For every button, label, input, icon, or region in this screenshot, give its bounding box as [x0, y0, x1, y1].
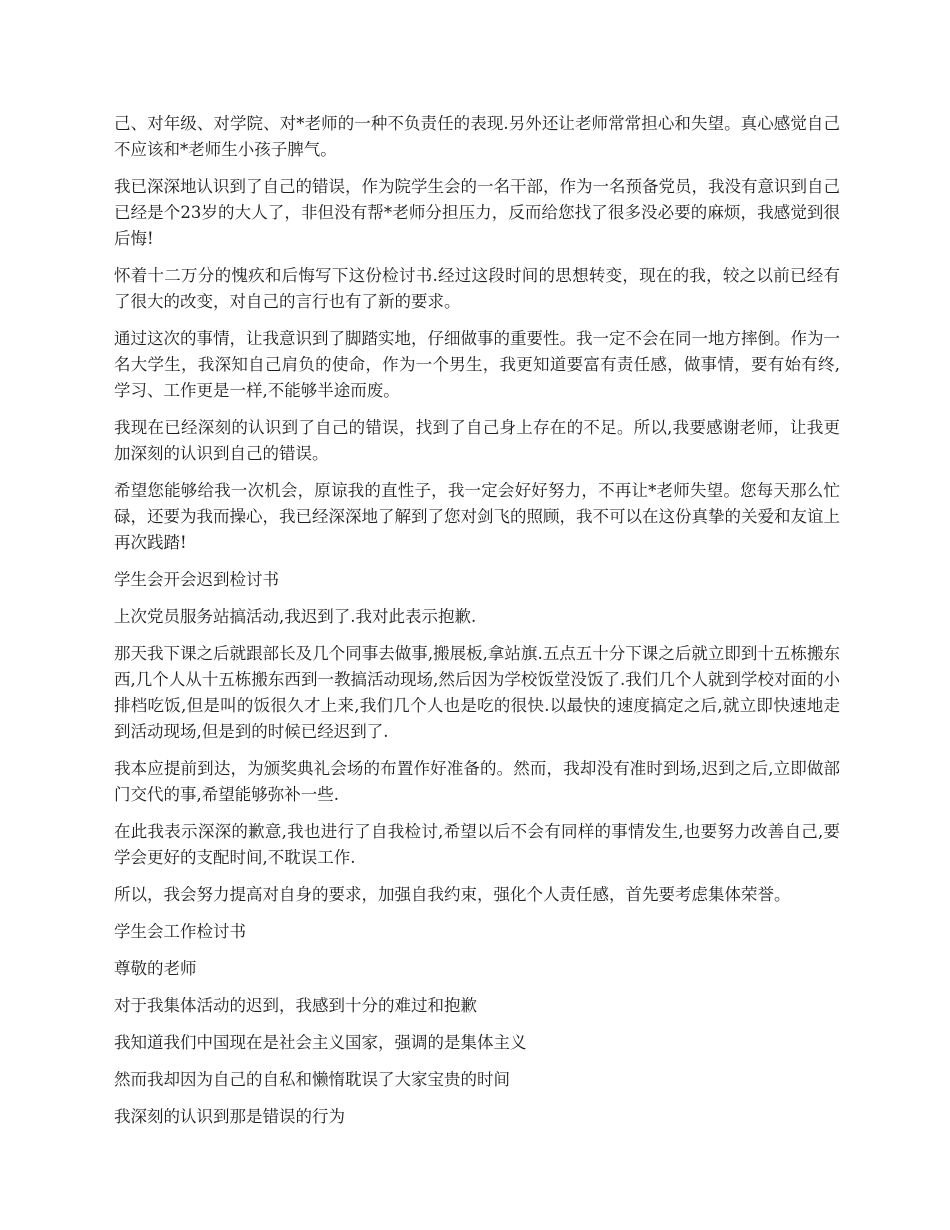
paragraph-12: 对于我集体活动的迟到，我感到十分的难过和抱歉: [114, 996, 477, 1015]
paragraph-8: 那天我下课之后就跟部长及几个同事去做事,搬展板,拿站旗.五点五十分下课之后就立即到十五栋搬东西,几个人从十五栋搬东西到一教搞活动现场,然后因为学校饭堂没饭了.我们几个人就到学校对面的小排档吃饭,但是叫的饭很久才上来,我们几个人也是吃的很快.以最快的速度搞定之后,就立即快速地走到活动现场,但是到的时候已经迟到了.: [114, 644, 840, 741]
paragraph-11: 所以，我会努力提高对自身的要求，加强自我约束，强化个人责任感，首先要考虑集体荣誉。: [114, 885, 791, 904]
salutation: 尊敬的老师: [114, 959, 197, 978]
paragraph-10: 在此我表示深深的歉意,我也进行了自我检讨,希望以后不会有同样的事情发生,也要努力改善自己,要学会更好的支配时间,不耽误工作.: [114, 822, 840, 867]
paragraph-15: 我深刻的认识到那是错误的行为: [114, 1107, 345, 1126]
section-heading-late-meeting: 学生会开会迟到检讨书: [114, 570, 279, 589]
paragraph-3: 怀着十二万分的愧疚和后悔写下这份检讨书.经过这段时间的思想转变，现在的我，较之以前已经有了很大的改变，对自己的言行也有了新的要求。: [114, 266, 840, 311]
paragraph-9: 我本应提前到达，为颁奖典礼会场的布置作好准备的。然而，我却没有准时到场,迟到之后,立即做部门交代的事,希望能够弥补一些.: [114, 759, 840, 804]
paragraph-7: 上次党员服务站搞活动,我迟到了.我对此表示抱歉.: [114, 607, 477, 626]
paragraph-2: 我已深深地认识到了自己的错误，作为院学生会的一名干部，作为一名预备党员，我没有意识到自己已经是个23岁的大人了，非但没有帮*老师分担压力，反而给您找了很多没必要的麻烦，我感觉到很后悔!: [114, 177, 840, 248]
paragraph-4: 通过这次的事情，让我意识到了脚踏实地，仔细做事的重要性。我一定不会在同一地方摔倒。作为一名大学生，我深知自己肩负的使命，作为一个男生，我更知道要富有责任感，做事情，要有始有终,学习、工作更是一样,不能够半途而废。: [114, 329, 840, 400]
paragraph-6: 希望您能够给我一次机会，原谅我的直性子，我一定会好好努力，不再让*老师失望。您每天那么忙碌，还要为我而操心，我已经深深地了解到了您对剑飞的照顾，我不可以在这份真挚的关爱和友谊上再次践踏!: [114, 481, 840, 552]
paragraph-13: 我知道我们中国现在是社会主义国家，强调的是集体主义: [114, 1033, 527, 1052]
paragraph-1: 己、对年级、对学院、对*老师的一种不负责任的表现.另外还让老师常常担心和失望。真心感觉自己不应该和*老师生小孩子脾气。: [114, 114, 840, 159]
section-heading-work-review: 学生会工作检讨书: [114, 922, 246, 941]
paragraph-14: 然而我却因为自己的自私和懒惰耽误了大家宝贵的时间: [114, 1070, 510, 1089]
document-body: [114, 111, 840, 1130]
paragraph-5: 我现在已经深刻的认识到了自己的错误，找到了自己身上存在的不足。所以,我要感谢老师，让我更加深刻的认识到自己的错误。: [114, 418, 840, 463]
